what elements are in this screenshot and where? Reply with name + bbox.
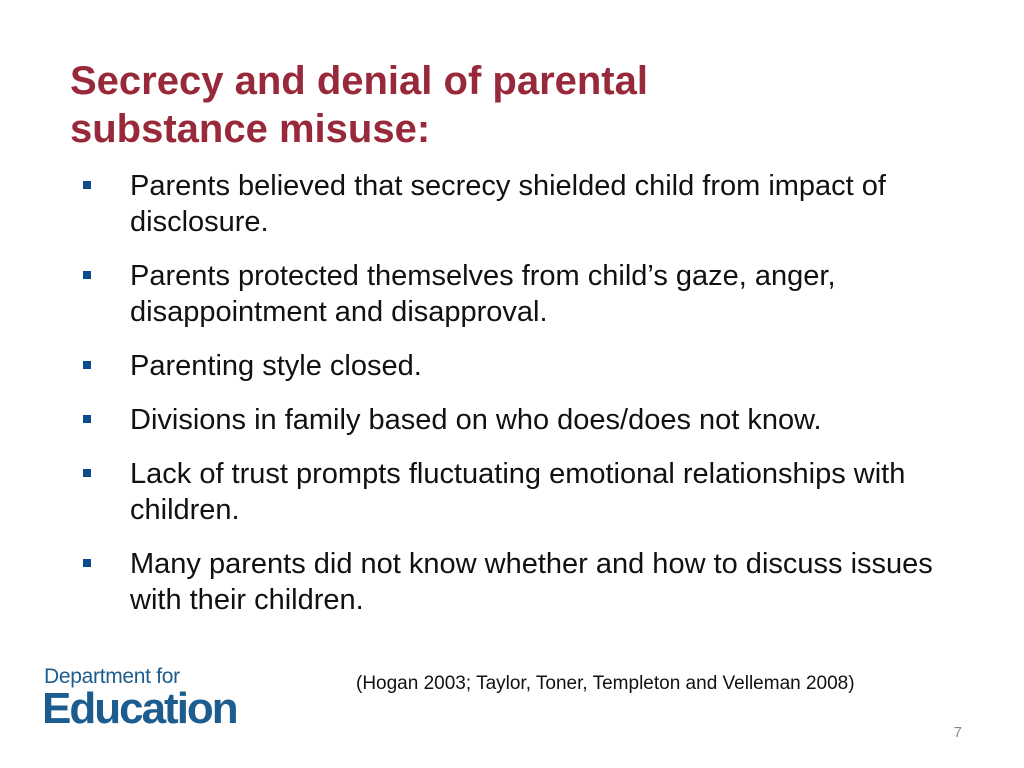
- bullet-text: Many parents did not know whether and how to discuss issues with their children.: [130, 548, 933, 616]
- bullet-item: [80, 402, 960, 438]
- bullet-item: [80, 168, 960, 240]
- slide-title: [70, 57, 850, 153]
- bullet-list: [80, 168, 960, 636]
- logo-text-education: Education: [42, 684, 237, 733]
- bullet-item: [80, 546, 960, 618]
- bullet-item: [80, 258, 960, 330]
- slide-title-line: substance misuse:: [70, 107, 431, 151]
- logo-text-department-for: Department for: [44, 665, 180, 688]
- square-bullet-icon: [83, 361, 91, 369]
- bullet-text: Parents protected themselves from child’s gaze, anger, disappointment and disapproval.: [130, 260, 836, 328]
- square-bullet-icon: [83, 469, 91, 477]
- bullet-text: Parenting style closed.: [130, 350, 422, 382]
- square-bullet-icon: [83, 181, 91, 189]
- square-bullet-icon: [83, 271, 91, 279]
- bullet-item: [80, 456, 960, 528]
- bullet-text: Lack of trust prompts fluctuating emotional relationships with children.: [130, 458, 906, 526]
- square-bullet-icon: [83, 559, 91, 567]
- page-number: 7: [953, 724, 962, 741]
- slide-title-line: Secrecy and denial of parental: [70, 59, 648, 103]
- department-for-education-logo: [44, 665, 274, 735]
- bullet-item: [80, 348, 960, 384]
- bullet-text: Parents believed that secrecy shielded child from impact of disclosure.: [130, 170, 886, 238]
- square-bullet-icon: [83, 415, 91, 423]
- citation: (Hogan 2003; Taylor, Toner, Templeton and Velleman 2008): [356, 673, 855, 694]
- bullet-text: Divisions in family based on who does/does not know.: [130, 404, 822, 436]
